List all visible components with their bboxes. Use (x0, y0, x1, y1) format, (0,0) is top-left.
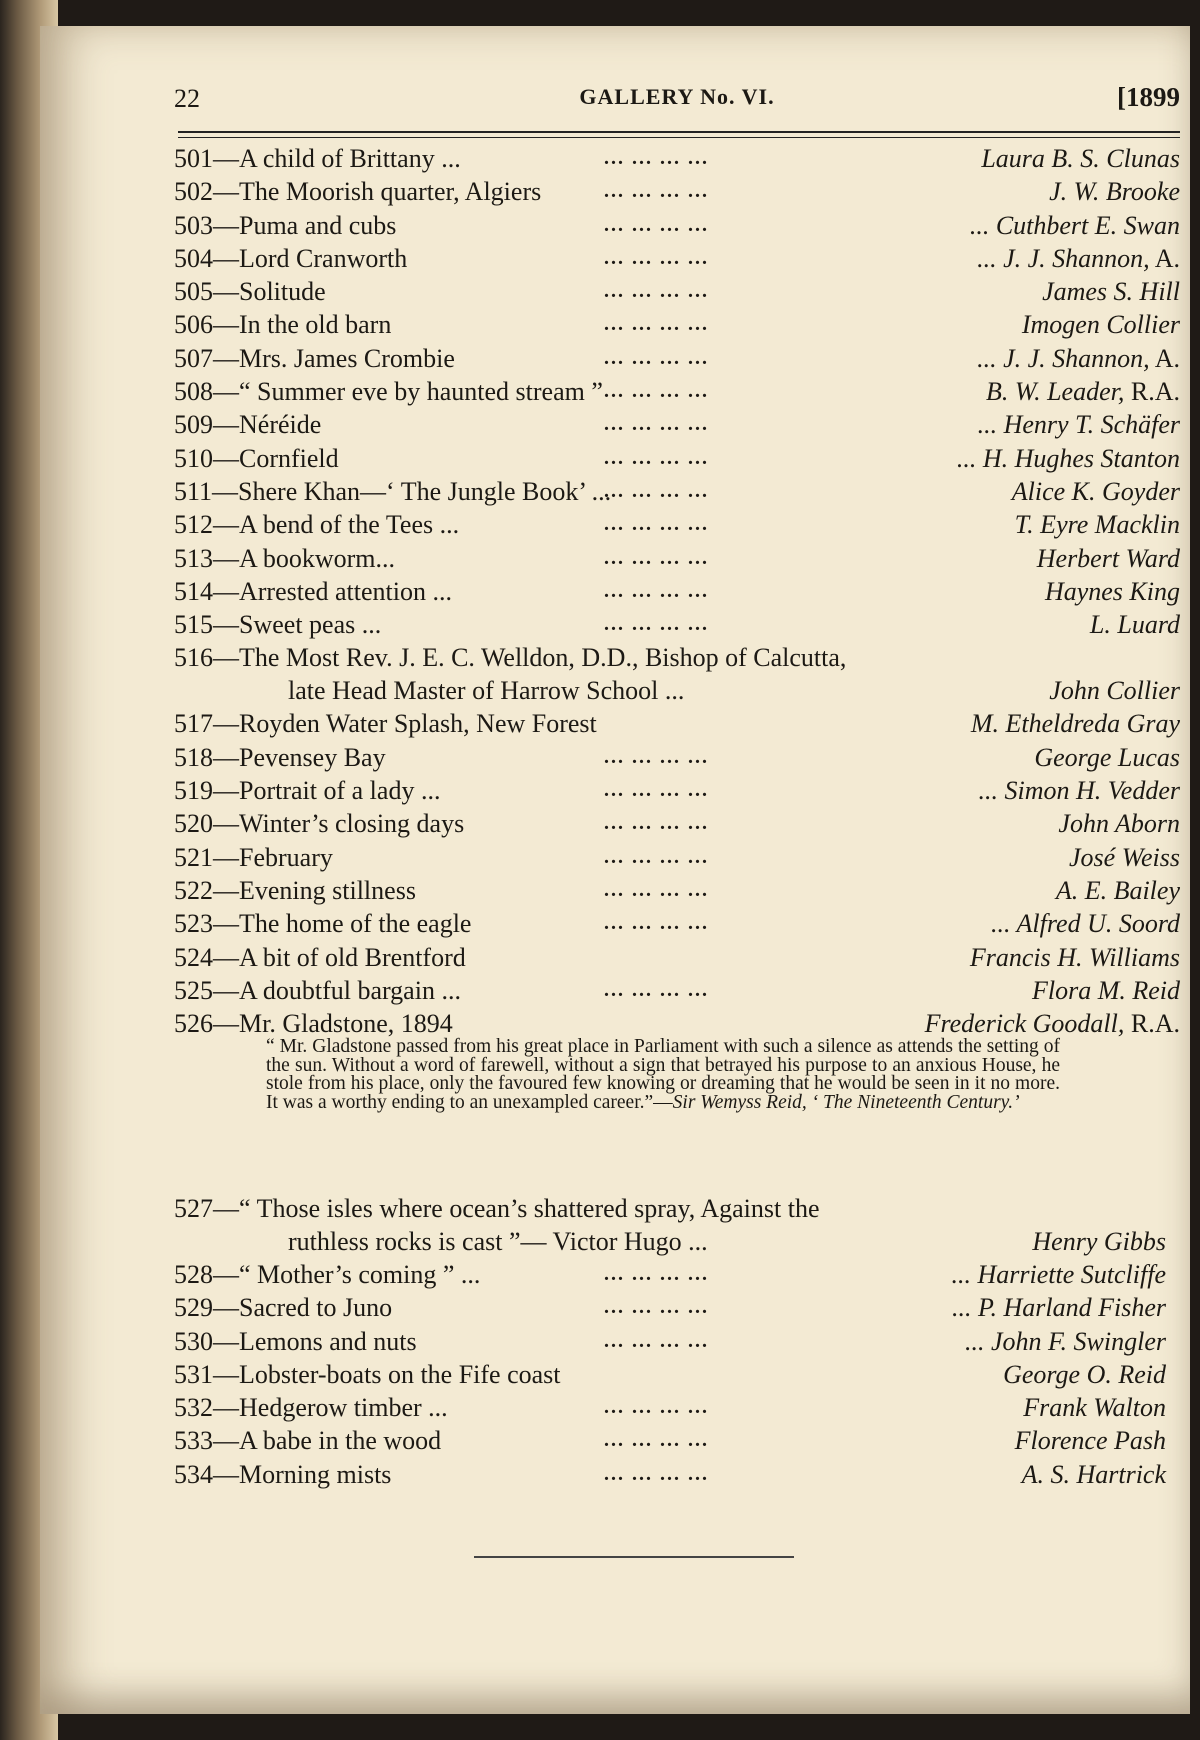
entry-title: 531—Lobster-boats on the Fife coast (174, 1359, 561, 1389)
entry-artist (1003, 1358, 1166, 1391)
header-rule-thin (178, 137, 1180, 138)
catalogue-entry (174, 1458, 1166, 1491)
entry-title: 530—Lemons and nuts (174, 1326, 417, 1356)
gladstone-quote (266, 1038, 1060, 1112)
entry-artist (1032, 974, 1180, 1007)
artist-name: B. W. Leader, (985, 377, 1125, 407)
catalogue-entry (174, 874, 1180, 907)
entry-title: 514—Arrested attention ... (174, 576, 452, 606)
leader-dots: ... ... ... ... (604, 912, 709, 935)
leader-dots: ... ... ... ... (604, 878, 709, 901)
leader-dots: ... ... ... ... (604, 446, 709, 469)
catalogue-entry (174, 475, 1180, 508)
entry-artist (1023, 1391, 1166, 1424)
catalogue-entry-long (174, 641, 1180, 707)
catalogue-entry (174, 1358, 1166, 1391)
artist-name: ... Harriette Sutcliffe (951, 1260, 1166, 1289)
catalogue-entry (174, 1258, 1166, 1291)
entry-title: 525—A doubtful bargain ... (174, 975, 461, 1005)
artist-name: ... P. Harland Fisher (951, 1293, 1166, 1323)
leader-dots: ... ... ... ... (604, 147, 709, 169)
catalogue-entry (174, 508, 1180, 541)
artist-name: M. Etheldreda Gray (970, 709, 1180, 739)
entry-artist (1056, 874, 1180, 907)
leader-dots: ... ... ... ... (604, 380, 709, 403)
entry-title: 508—“ Summer eve by haunted stream ” (174, 377, 603, 407)
artist-name: ... Henry T. Schäfer (977, 410, 1180, 440)
entry-title: 524—A bit of old Brentford (174, 942, 466, 972)
entry-title: 523—The home of the eagle (174, 909, 472, 939)
entry-artist (1042, 275, 1180, 308)
entry-title: 534—Morning mists (174, 1459, 392, 1489)
leader-dots: ... ... ... ... (604, 1296, 709, 1319)
leader-dots: ... ... ... ... (604, 479, 709, 502)
artist-name: ... H. Hughes Stanton (956, 443, 1180, 473)
artist-name: Flora M. Reid (1031, 975, 1180, 1005)
leader-dots: ... ... ... ... (604, 1329, 709, 1352)
entry-artist (970, 209, 1180, 242)
catalogue-entry (174, 375, 1180, 408)
artist-name: ... Alfred U. Soord (991, 909, 1180, 939)
entry-artist (1090, 608, 1180, 641)
catalogue-entry (174, 741, 1180, 774)
catalogue-entry (174, 974, 1180, 1007)
catalogue-entry (174, 774, 1180, 807)
artist-name: ... Cuthbert E. Swan (969, 210, 1180, 240)
leader-dots: ... ... ... ... (604, 513, 709, 536)
artist-name: John Aborn (1058, 809, 1180, 839)
artist-name: ... Simon H. Vedder (978, 776, 1180, 806)
entry-title: 509—Néréide (174, 410, 322, 440)
entry-artist (952, 1291, 1166, 1324)
leader-dots: ... ... ... ... (604, 845, 709, 868)
catalogue-entry (174, 142, 1180, 175)
entry-title-line1: 527—“ Those isles where ocean’s shattered spray, Against the (174, 1194, 820, 1223)
artist-suffix: A. (1149, 343, 1180, 373)
artist-name: George O. Reid (1003, 1359, 1166, 1389)
leader-dots: ... ... ... ... (604, 413, 709, 436)
artist-name: Imogen Collier (1021, 310, 1180, 340)
leader-dots: ... ... ... ... (604, 978, 709, 1001)
artist-name: Laura B. S. Clunas (981, 144, 1180, 173)
artist-suffix: R.A. (1124, 377, 1180, 407)
entry-artist (991, 907, 1180, 940)
entry-title-line2: ruthless rocks is cast ”— Victor Hugo ... (288, 1227, 708, 1256)
entry-title: 513—A bookworm... (174, 543, 395, 573)
artist-name: J. W. Brooke (1049, 177, 1180, 207)
entry-artist (977, 242, 1180, 275)
entry-title: 511—Shere Khan—‘ The Jungle Book’ ... (174, 476, 612, 506)
entry-title: 503—Puma and cubs (174, 210, 397, 240)
catalogue-list (174, 142, 1180, 1040)
entry-title: 515—Sweet peas ... (174, 610, 382, 640)
entry-title: 507—Mrs. James Crombie (174, 343, 455, 373)
catalogue-entry (174, 608, 1180, 641)
entry-artist (1037, 542, 1180, 575)
entry-artist (1022, 308, 1180, 341)
catalogue-list-continued (174, 1192, 1166, 1491)
leader-dots: ... ... ... ... (604, 1429, 709, 1452)
entry-artist (986, 375, 1180, 408)
leader-dots: ... ... ... ... (604, 246, 709, 269)
artist-name: George Lucas (1034, 742, 1180, 772)
artist-name: ... J. J. Shannon, (977, 343, 1150, 373)
leader-dots: ... ... ... ... (604, 213, 709, 236)
entry-title: 532—Hedgerow timber ... (174, 1393, 448, 1423)
leader-dots: ... ... ... ... (604, 745, 709, 768)
header-rule (178, 131, 1180, 133)
catalogue-entry (174, 342, 1180, 375)
artist-name: James S. Hill (1042, 277, 1180, 307)
catalogue-entry (174, 175, 1180, 208)
page-header (174, 66, 1180, 114)
entry-title: 520—Winter’s closing days (174, 809, 465, 839)
entry-title: 518—Pevensey Bay (174, 742, 386, 772)
catalogue-entry (174, 1424, 1166, 1457)
leader-dots: ... ... ... ... (604, 812, 709, 835)
entry-title: 526—Mr. Gladstone, 1894 (174, 1009, 453, 1039)
entry-title: 512—A bend of the Tees ... (174, 510, 460, 540)
entry-artist: John Collier (1049, 676, 1180, 706)
entry-artist (1049, 175, 1180, 208)
entry-artist (979, 774, 1180, 807)
artist-name: José Weiss (1069, 842, 1180, 872)
catalogue-entry (174, 442, 1180, 475)
catalogue-entry (174, 841, 1180, 874)
entry-title-line1: 516—The Most Rev. J. E. C. Welldon, D.D., Bishop of Calcutta, (174, 643, 847, 673)
entry-title: 502—The Moorish quarter, Algiers (174, 177, 542, 207)
catalogue-entry (174, 941, 1180, 974)
entry-title: 506—In the old barn (174, 310, 392, 340)
entry-title: 521—February (174, 842, 333, 872)
catalogue-entry (174, 1291, 1166, 1324)
entry-artist (970, 941, 1180, 974)
leader-dots: ... ... ... ... (604, 1396, 709, 1419)
entry-artist (981, 142, 1180, 175)
catalogue-entry (174, 807, 1180, 840)
catalogue-entry (174, 408, 1180, 441)
artist-name: Frederick Goodall, (924, 1009, 1125, 1039)
leader-dots: ... ... ... ... (604, 313, 709, 336)
artist-name: A. S. Hartrick (1021, 1459, 1166, 1489)
entry-artist (965, 1325, 1166, 1358)
catalogue-entry (174, 308, 1180, 341)
entry-title: 519—Portrait of a lady ... (174, 776, 441, 806)
entry-artist (971, 707, 1180, 740)
entry-artist (1045, 575, 1180, 608)
entry-artist (1069, 841, 1180, 874)
catalogue-entry-long (174, 1192, 1166, 1258)
entry-artist (957, 442, 1180, 475)
artist-name: Haynes King (1044, 576, 1180, 606)
entry-title: 510—Cornfield (174, 443, 339, 473)
entry-title: 505—Solitude (174, 277, 326, 307)
leader-dots: ... ... ... ... (604, 280, 709, 303)
catalogue-entry (174, 1391, 1166, 1424)
leader-dots: ... ... ... ... (604, 1462, 709, 1485)
catalogue-page (40, 26, 1190, 1714)
page-title: GALLERY No. VI. (579, 84, 775, 109)
leader-dots: ... ... ... ... (604, 579, 709, 602)
artist-name: A. E. Bailey (1055, 875, 1180, 905)
entry-artist (952, 1258, 1166, 1291)
leader-dots: ... ... ... ... (604, 613, 709, 636)
artist-name: T. Eyre Macklin (1014, 510, 1180, 540)
leader-dots: ... ... ... ... (604, 180, 709, 203)
catalogue-entry (174, 542, 1180, 575)
entry-title: 504—Lord Cranworth (174, 243, 408, 273)
page-number: 22 (174, 84, 200, 113)
catalogue-entry (174, 275, 1180, 308)
catalogue-entry (174, 242, 1180, 275)
artist-suffix: R.A. (1124, 1009, 1180, 1039)
catalogue-entry (174, 575, 1180, 608)
leader-dots: ... ... ... ... (604, 779, 709, 802)
entry-artist (1022, 1458, 1166, 1491)
entry-title: 517—Royden Water Splash, New Forest (174, 709, 597, 739)
entry-artist (1012, 475, 1180, 508)
leader-dots: ... ... ... ... (604, 346, 709, 369)
entry-title: 501—A child of Brittany ... (174, 144, 461, 173)
artist-name: Alice K. Goyder (1011, 476, 1180, 506)
artist-suffix: A. (1149, 243, 1180, 273)
catalogue-entry (174, 907, 1180, 940)
entry-artist: Henry Gibbs (1032, 1227, 1166, 1256)
quote-source: Sir Wemyss Reid, ‘ The Nineteenth Century.’ (672, 1091, 1020, 1113)
entry-title: 529—Sacred to Juno (174, 1293, 393, 1323)
entry-title: 533—A babe in the wood (174, 1426, 442, 1456)
artist-name: L. Luard (1089, 610, 1180, 640)
leader-dots: ... ... ... ... (604, 1263, 709, 1285)
artist-name: Frank Walton (1023, 1393, 1166, 1423)
entry-artist (978, 408, 1180, 441)
catalogue-entry (174, 707, 1180, 740)
artist-name: Herbert Ward (1036, 543, 1180, 573)
entry-title: 522—Evening stillness (174, 875, 416, 905)
end-rule (474, 1556, 794, 1558)
page-year: [1899 (1117, 82, 1180, 112)
catalogue-entry (174, 209, 1180, 242)
artist-name: ... John F. Swingler (964, 1326, 1166, 1356)
entry-artist (1034, 741, 1180, 774)
artist-name: ... J. J. Shannon, (977, 243, 1150, 273)
catalogue-entry (174, 1325, 1166, 1358)
entry-artist (1015, 508, 1180, 541)
leader-dots: ... ... ... ... (604, 546, 709, 569)
entry-artist (977, 342, 1180, 375)
entry-artist (1058, 807, 1180, 840)
entry-title: 528—“ Mother’s coming ” ... (174, 1260, 481, 1289)
artist-name: Francis H. Williams (969, 942, 1180, 972)
quote-text: “ Mr. Gladstone passed from his great place in Parliament with such a silence as attends the setting of the sun. Without a word of farewell, without a sign that betrayed his purpose to an anxious House, he stole from his place, only the favoured few knowing or dreaming that he would be seen in it no more. It was a worthy ending to an unexampled career.”— (266, 1036, 1060, 1113)
artist-name: Florence Pash (1014, 1426, 1166, 1456)
entry-artist (1015, 1424, 1166, 1457)
entry-title-line2: late Head Master of Harrow School ... (288, 676, 685, 706)
